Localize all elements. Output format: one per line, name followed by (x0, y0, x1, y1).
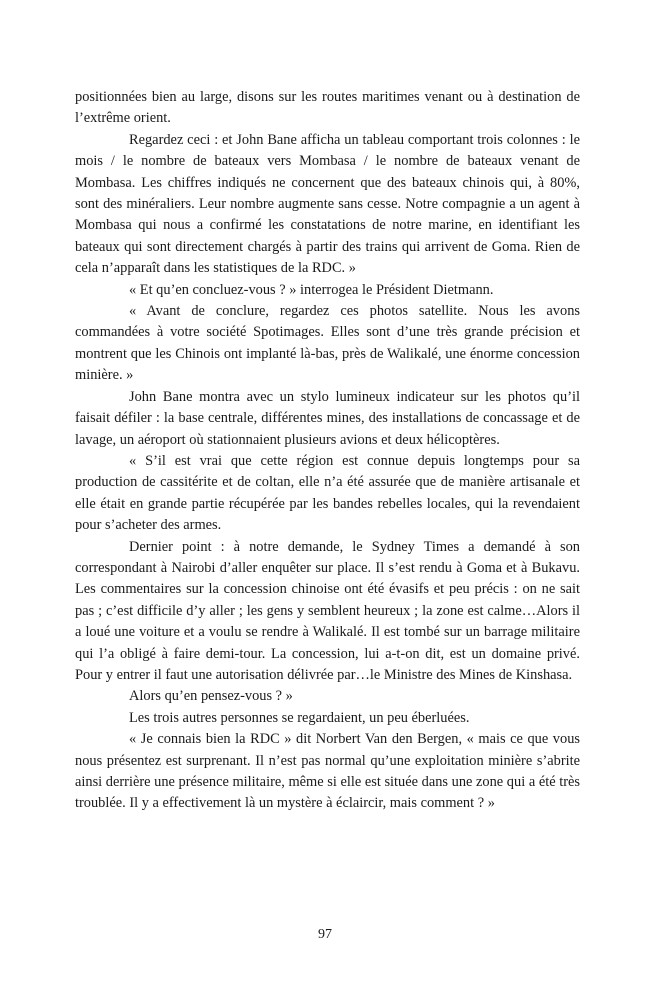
page-number: 97 (318, 927, 332, 942)
page-body (75, 87, 580, 815)
paragraph: John Bane montra avec un stylo lumineux indicateur sur les photos qu’il faisait défiler : la base centrale, différentes mines, des installations de concassage et de lavage, un aéroport où stationnaient plusieurs avions et deux hélicoptères. (75, 388, 580, 448)
paragraph: « Avant de conclure, regardez ces photos satellite. Nous les avons commandées à votre société Spotimages. Elles sont d’une très grande précision et montrent que les Chinois ont implanté là-bas, près de Walikalé, une énorme concession minière. » (75, 303, 580, 384)
paragraph: Regardez ceci : et John Bane afficha un tableau comportant trois colonnes : le mois / le nombre de bateaux vers Mombasa / le nombre de bateaux venant de Mombasa. Les chiffres indiqués ne concernent que des bateaux chinois qui, à 80%, sont des minéraliers. Leur nombre augmente sans cesse. Notre compagnie a un agent à Mombasa qui nous a confirmé les constatations de notre marine, en identifiant les bateaux qui sont directement chargés à partir des trains qui arrivent de Goma. Rien de cela n’apparaît dans les statistiques de la RDC. » (75, 131, 580, 277)
paragraph: « Je connais bien la RDC » dit Norbert Van den Bergen, « mais ce que vous nous présentez est surprenant. Il n’est pas normal qu’une exploitation minière s’abrite ainsi derrière une présence militaire, même si elle est située dans une zone qui a été très troublée. Il y a effectivement là un mystère à éclaircir, mais comment ? » (75, 731, 580, 812)
paragraph: « S’il est vrai que cette région est connue depuis longtemps pour sa production de cassitérite et de coltan, elle n’a été assurée que de manière artisanale et elle était en grande partie récupérée par les bandes rebelles locales, qui la revendaient pour s’acheter des armes. (75, 452, 580, 534)
paragraph: Alors qu’en pensez-vous ? » (129, 688, 293, 705)
paragraph: positionnées bien au large, disons sur les routes maritimes venant ou à destination de l’extrême orient. (75, 89, 580, 127)
paragraph: Dernier point : à notre demande, le Sydney Times a demandé à son correspondant à Nairobi d’aller enquêter sur place. Il s’est rendu à Goma et à Bukavu. Les commentaires sur la concession chinoise ont été évasifs et peu précis : on ne sait pas ; c’est difficile d’y aller ; les gens y semblent heureux ; la zone est calme…Alors il a loué une voiture et a voulu se rendre à Walikalé. Il est tombé sur un barrage militaire qui l’a obligé à faire demi-tour. La concession, lui a-t-on dit, est un domaine privé. Pour y entrer il faut une autorisation délivrée par…le Ministre des Mines de Kinshasa. (75, 538, 580, 683)
paragraph: « Et qu’en concluez-vous ? » interrogea le Président Dietmann. (129, 281, 494, 298)
paragraph: Les trois autres personnes se regardaient, un peu éberluées. (129, 709, 470, 726)
